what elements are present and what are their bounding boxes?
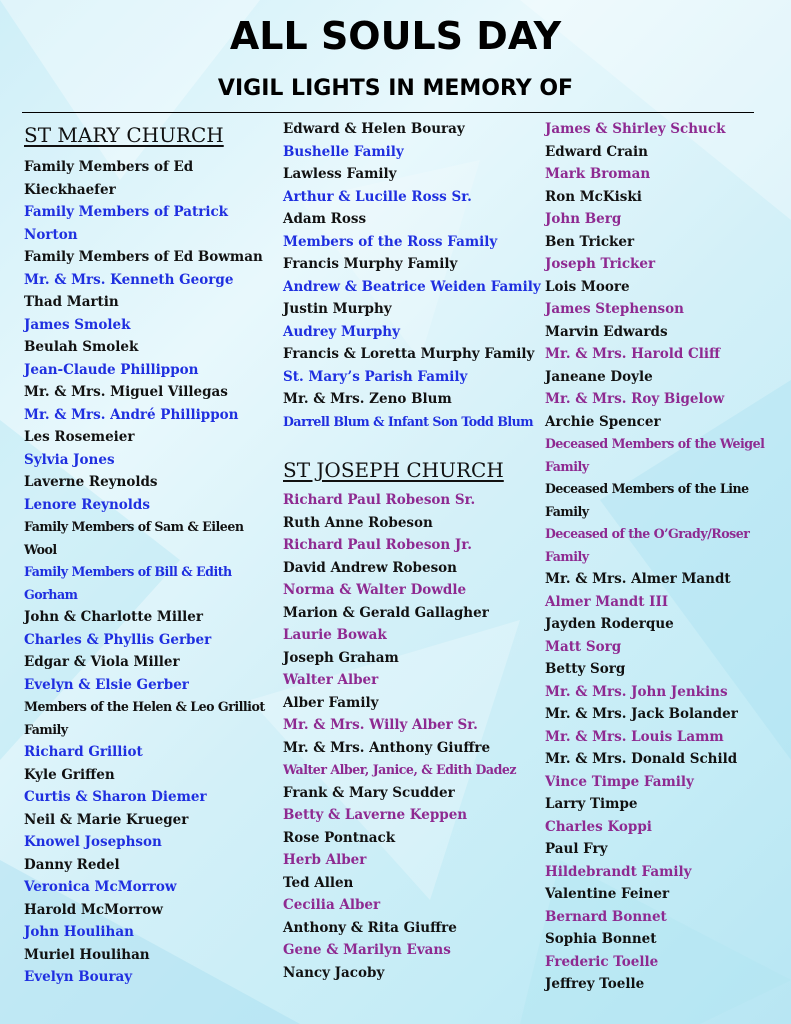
list-item: Kyle Griffen bbox=[24, 766, 115, 783]
list-item: Jeffrey Toelle bbox=[545, 976, 645, 992]
list-item: Marvin Edwards bbox=[545, 323, 668, 340]
list-item: Sylvia Jones bbox=[24, 451, 115, 468]
list-item: Family Members of Patrick Norton bbox=[24, 204, 229, 243]
list-item: Veronica McMorrow bbox=[24, 879, 177, 895]
list-item: Cecilia Alber bbox=[283, 897, 381, 913]
list-item: Charles Koppi bbox=[545, 818, 652, 835]
list-item: David Andrew Robeson bbox=[283, 559, 457, 576]
list-item: Knowel Josephson bbox=[24, 834, 162, 850]
list-item: Ben Tricker bbox=[545, 233, 635, 250]
page-subtitle: VIGIL LIGHTS IN MEMORY OF bbox=[217, 76, 574, 101]
list-item: Mr. & Mrs. Willy Alber Sr. bbox=[283, 717, 478, 733]
list-item: Beulah Smolek bbox=[24, 339, 139, 355]
list-item: Mr. & Mrs. Kenneth George bbox=[24, 271, 234, 288]
list-item: Mr. & Mrs. Roy Bigelow bbox=[545, 391, 725, 407]
list-item: Joseph Graham bbox=[283, 649, 399, 666]
list-item: Darrell Blum & Infant Son Todd Blum bbox=[283, 413, 534, 429]
list-item: Adam Ross bbox=[283, 211, 367, 227]
list-item: Francis & Loretta Murphy Family bbox=[283, 346, 535, 362]
list-item: Vince Timpe Family bbox=[545, 773, 694, 790]
column-st-joseph-continued bbox=[545, 118, 785, 996]
list-item: Family Members of Ed Kieckhaefer bbox=[24, 159, 194, 198]
list-item: James Stephenson bbox=[545, 301, 684, 317]
list-item: Betty & Laverne Keppen bbox=[283, 807, 468, 823]
list-item: Bushelle Family bbox=[283, 143, 404, 160]
list-item: Frank & Mary Scudder bbox=[283, 784, 455, 801]
section-heading-st-mary: ST MARY CHURCH bbox=[24, 123, 224, 147]
list-item: James & Shirley Schuck bbox=[545, 121, 726, 137]
list-item: Danny Redel bbox=[24, 856, 120, 873]
list-item: Frederic Toelle bbox=[545, 953, 659, 970]
list-item: Mr. & Mrs. Louis Lamm bbox=[545, 728, 724, 745]
list-item: Family Members of Sam & Eileen Wool bbox=[24, 519, 244, 557]
list-item: Harold McMorrow bbox=[24, 901, 163, 918]
list-item: Hildebrandt Family bbox=[545, 863, 692, 880]
list-item: Nancy Jacoby bbox=[283, 964, 385, 981]
st-mary-names-list-continued bbox=[283, 118, 541, 433]
list-item: Mr. & Mrs. Anthony Giuffre bbox=[283, 739, 491, 756]
list-item: Charles & Phyllis Gerber bbox=[24, 631, 212, 648]
list-item: Mark Broman bbox=[545, 166, 651, 182]
list-item: Gene & Marilyn Evans bbox=[283, 942, 451, 958]
list-item: Ruth Anne Robeson bbox=[283, 514, 433, 531]
list-item: John Houlihan bbox=[24, 924, 134, 940]
list-item: Jayden Roderque bbox=[545, 616, 674, 632]
list-item: Jean-Claude Phillippon bbox=[24, 361, 199, 378]
list-item: Neil & Marie Krueger bbox=[24, 811, 189, 828]
st-mary-names-list bbox=[24, 156, 269, 989]
list-item: Norma & Walter Dowdle bbox=[283, 582, 467, 598]
list-item: Audrey Murphy bbox=[283, 323, 400, 340]
list-item: Edgar & Viola Miller bbox=[24, 654, 180, 670]
column-middle bbox=[283, 118, 541, 984]
list-item: Evelyn & Elsie Gerber bbox=[24, 676, 189, 693]
list-item: Paul Fry bbox=[545, 841, 608, 857]
list-item: Muriel Houlihan bbox=[24, 946, 150, 963]
list-item: Richard Grilliot bbox=[24, 744, 143, 760]
list-item: Edward Crain bbox=[545, 143, 648, 160]
list-item: Archie Spencer bbox=[545, 413, 661, 430]
list-item: Francis Murphy Family bbox=[283, 256, 458, 272]
list-item: Joseph Tricker bbox=[545, 256, 656, 272]
list-item: Members of the Ross Family bbox=[283, 233, 498, 250]
list-item: Mr. & Mrs. Almer Mandt bbox=[545, 571, 731, 587]
list-item: St. Mary’s Parish Family bbox=[283, 368, 468, 385]
list-item: Rose Pontnack bbox=[283, 829, 396, 846]
list-item: Laverne Reynolds bbox=[24, 474, 158, 490]
list-item: Betty Sorg bbox=[545, 661, 626, 677]
list-item: Evelyn Bouray bbox=[24, 969, 133, 985]
list-item: Lawless Family bbox=[283, 166, 397, 182]
list-item: Larry Timpe bbox=[545, 796, 638, 812]
list-item: Valentine Feiner bbox=[545, 886, 670, 902]
list-item: Justin Murphy bbox=[283, 301, 392, 317]
list-item: Janeane Doyle bbox=[545, 368, 653, 385]
list-item: Herb Alber bbox=[283, 852, 367, 868]
list-item: Walter Alber bbox=[283, 672, 379, 688]
list-item: Almer Mandt III bbox=[545, 593, 669, 610]
column-st-mary bbox=[24, 118, 269, 989]
list-item: Mr. & Mrs. Donald Schild bbox=[545, 751, 738, 767]
list-item: Walter Alber, Janice, & Edith Dadez bbox=[283, 762, 517, 777]
list-item: Thad Martin bbox=[24, 294, 119, 310]
list-item: Andrew & Beatrice Weiden Family bbox=[283, 278, 541, 295]
list-item: Mr. & Mrs. André Phillippon bbox=[24, 406, 239, 423]
list-item: Ted Allen bbox=[283, 874, 354, 891]
list-item: Family Members of Ed Bowman bbox=[24, 249, 263, 265]
list-item: Alber Family bbox=[283, 694, 379, 711]
list-item: Sophia Bonnet bbox=[545, 931, 657, 947]
list-item: Edward & Helen Bouray bbox=[283, 121, 465, 137]
list-item: Mr. & Mrs. Miguel Villegas bbox=[24, 384, 228, 400]
list-item: John & Charlotte Miller bbox=[24, 609, 203, 625]
list-item: John Berg bbox=[545, 211, 622, 227]
page-title: ALL SOULS DAY bbox=[229, 14, 562, 58]
list-item: Lenore Reynolds bbox=[24, 496, 150, 513]
list-item: Arthur & Lucille Ross Sr. bbox=[283, 188, 472, 205]
list-item: James Smolek bbox=[24, 316, 131, 333]
st-joseph-names-list bbox=[283, 489, 538, 984]
title-divider bbox=[22, 112, 754, 113]
list-item: Matt Sorg bbox=[545, 638, 622, 655]
list-item: Marion & Gerald Gallagher bbox=[283, 604, 489, 621]
list-item: Les Rosemeier bbox=[24, 429, 135, 445]
list-item: Deceased Members of the Line Family bbox=[545, 481, 749, 519]
list-item: Mr. & Mrs. John Jenkins bbox=[545, 683, 728, 700]
list-item: Members of the Helen & Leo Grilliot Family bbox=[24, 699, 265, 737]
list-item: Deceased of the O’Grady/Roser Family bbox=[545, 526, 750, 564]
st-joseph-names-list-continued bbox=[545, 118, 785, 996]
list-item: Family Members of Bill & Edith Gorham bbox=[24, 564, 232, 602]
section-heading-st-joseph: ST JOSEPH CHURCH bbox=[283, 458, 504, 482]
list-item: Laurie Bowak bbox=[283, 627, 387, 643]
list-item: Deceased Members of the Weigel Family bbox=[545, 436, 765, 474]
list-item: Richard Paul Robeson Sr. bbox=[283, 492, 476, 508]
list-item: Mr. & Mrs. Jack Bolander bbox=[545, 706, 738, 722]
list-item: Curtis & Sharon Diemer bbox=[24, 789, 207, 805]
list-item: Richard Paul Robeson Jr. bbox=[283, 537, 472, 553]
list-item: Bernard Bonnet bbox=[545, 908, 667, 925]
list-item: Mr. & Mrs. Harold Cliff bbox=[545, 346, 721, 362]
list-item: Lois Moore bbox=[545, 278, 630, 295]
list-item: Ron McKiski bbox=[545, 188, 642, 205]
list-item: Mr. & Mrs. Zeno Blum bbox=[283, 391, 452, 407]
list-item: Anthony & Rita Giuffre bbox=[283, 919, 457, 936]
